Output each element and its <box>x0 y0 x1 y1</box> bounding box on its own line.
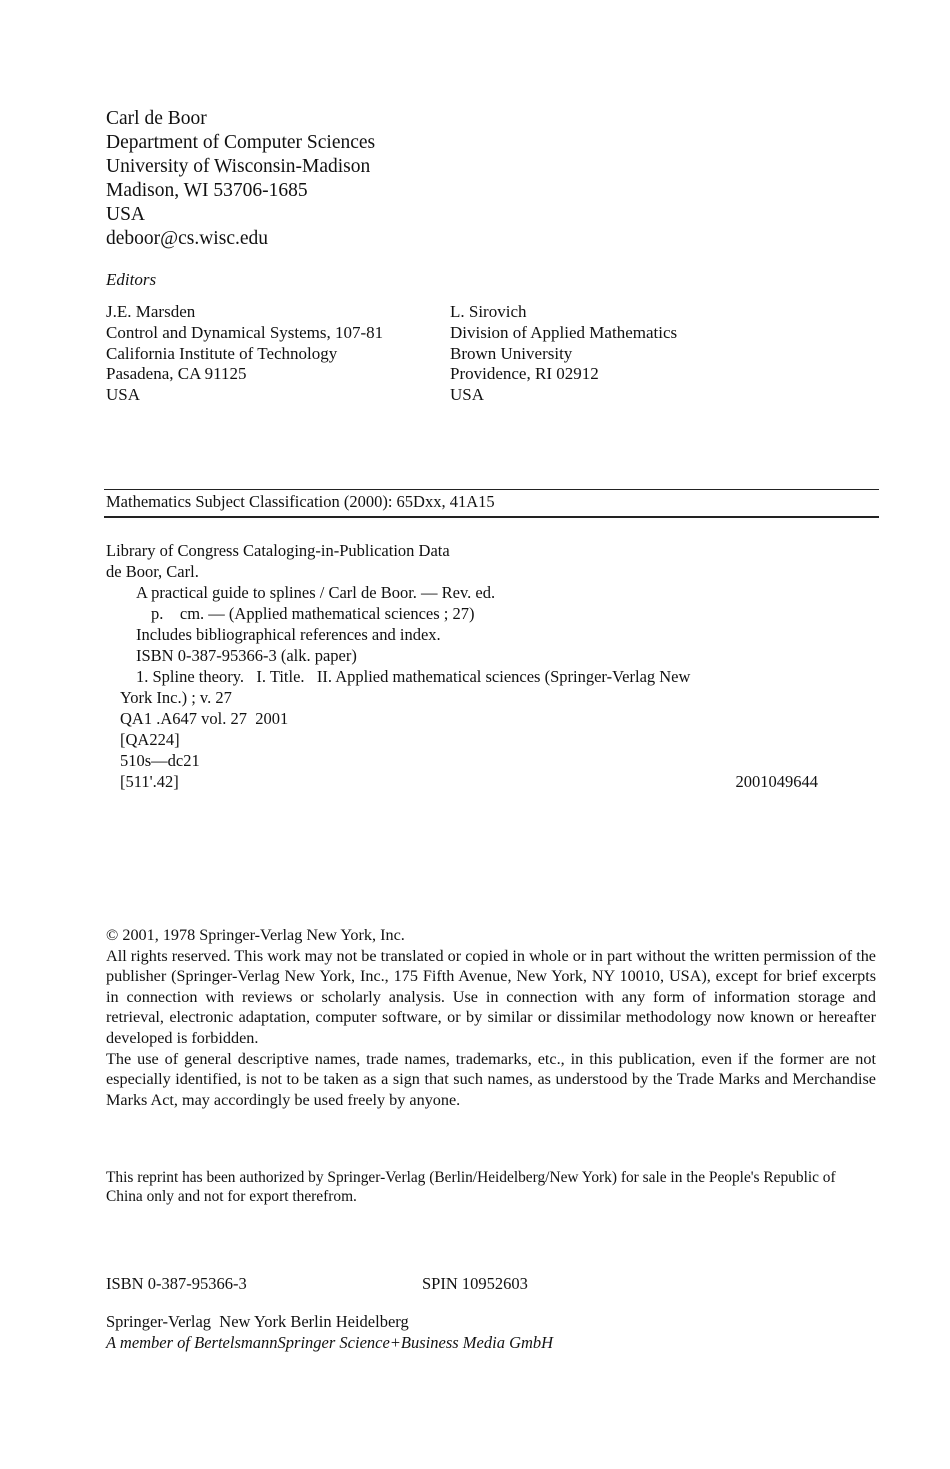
editor-line: USA <box>106 385 141 405</box>
cip-subjects: 1. Spline theory. I. Title. II. Applied mathematical sciences (Springer-Verlag New <box>136 667 691 686</box>
publisher-name: Springer-Verlag New York Berlin Heidelberg <box>106 1312 409 1331</box>
author-city: Madison, WI 53706-1685 <box>106 180 308 201</box>
divider-bottom <box>104 516 879 518</box>
copyright-line: © 2001, 1978 Springer-Verlag New York, Inc. <box>106 926 405 944</box>
author-name: Carl de Boor <box>106 108 207 129</box>
author-email: deboor@cs.wisc.edu <box>106 228 268 249</box>
publisher-member: A member of BertelsmannSpringer Science+Business Media GmbH <box>106 1333 554 1352</box>
author-department: Department of Computer Sciences <box>106 132 376 153</box>
editor-marsden <box>106 302 383 406</box>
editor-line: Control and Dynamical Systems, 107-81 <box>106 322 384 342</box>
trademark-statement: The use of general descriptive names, trade names, trademarks, etc., in this publication, even if the former are not especially identified, is not to be taken as a sign that such names, as understood by the Trade Marks and Merchandise Marks Act, may accordingly be used freely by anyone. <box>106 1049 876 1109</box>
cip-title: A practical guide to splines / Carl de Boor. — Rev. ed. <box>136 583 496 602</box>
editor-line: Pasadena, CA 91125 <box>106 364 247 384</box>
editor-line: Division of Applied Mathematics <box>450 322 678 342</box>
editor-line: USA <box>450 385 485 405</box>
cip-includes: Includes bibliographical references and index. <box>136 625 441 644</box>
divider-top <box>104 489 879 490</box>
editor-line: Brown University <box>450 343 573 363</box>
cip-subjects-cont: York Inc.) ; v. 27 <box>120 688 232 707</box>
rights-statement: All rights reserved. This work may not be translated or copied in whole or in part without the written permission of the publisher (Springer-Verlag New York, Inc., 175 Fifth Avenue, New York, NY 10010, USA), except for brief excerpts in connection with reviews or scholarly analysis. Use in connection with any form of information storage and retrieval, electronic adaptation, computer software, or by similar or dissimilar methodology now known or hereafter developed is forbidden. <box>106 946 876 1047</box>
publisher <box>106 1311 553 1353</box>
cip-isbn: ISBN 0-387-95366-3 (alk. paper) <box>136 646 357 665</box>
cip-author: de Boor, Carl. <box>106 562 199 581</box>
copyright-notice <box>106 925 876 1110</box>
cip-heading: Library of Congress Cataloging-in-Publication Data <box>106 541 450 560</box>
author-university: University of Wisconsin-Madison <box>106 156 371 177</box>
author-country: USA <box>106 204 146 225</box>
editor-sirovich <box>450 302 677 406</box>
cip-lccn: 2001049644 <box>735 772 818 791</box>
cip-physical: p. cm. — (Applied mathematical sciences ; 27) <box>151 604 475 623</box>
author-address <box>106 107 375 251</box>
cip-last-row <box>106 771 818 792</box>
cip-call-number: 510s—dc21 <box>120 751 200 770</box>
editor-line: J.E. Marsden <box>106 302 196 321</box>
cip-call-number: [511'.42] <box>120 772 179 791</box>
editors-label: Editors <box>106 270 157 289</box>
cataloging-data <box>106 540 818 792</box>
isbn-row <box>106 1274 528 1294</box>
editor-line: L. Sirovich <box>450 302 527 321</box>
spin: SPIN 10952603 <box>422 1274 528 1293</box>
reprint-notice: This reprint has been authorized by Springer-Verlag (Berlin/Heidelberg/New York) for sale in the People's Republic of China only and not for export therefrom. <box>106 1169 836 1205</box>
subject-classification: Mathematics Subject Classification (2000): 65Dxx, 41A15 <box>106 492 495 511</box>
cip-call-number: QA1 .A647 vol. 27 2001 <box>120 709 289 728</box>
isbn: ISBN 0-387-95366-3 <box>106 1274 247 1293</box>
editor-line: Providence, RI 02912 <box>450 364 599 384</box>
cip-call-number: [QA224] <box>120 730 180 749</box>
editor-line: California Institute of Technology <box>106 343 338 363</box>
